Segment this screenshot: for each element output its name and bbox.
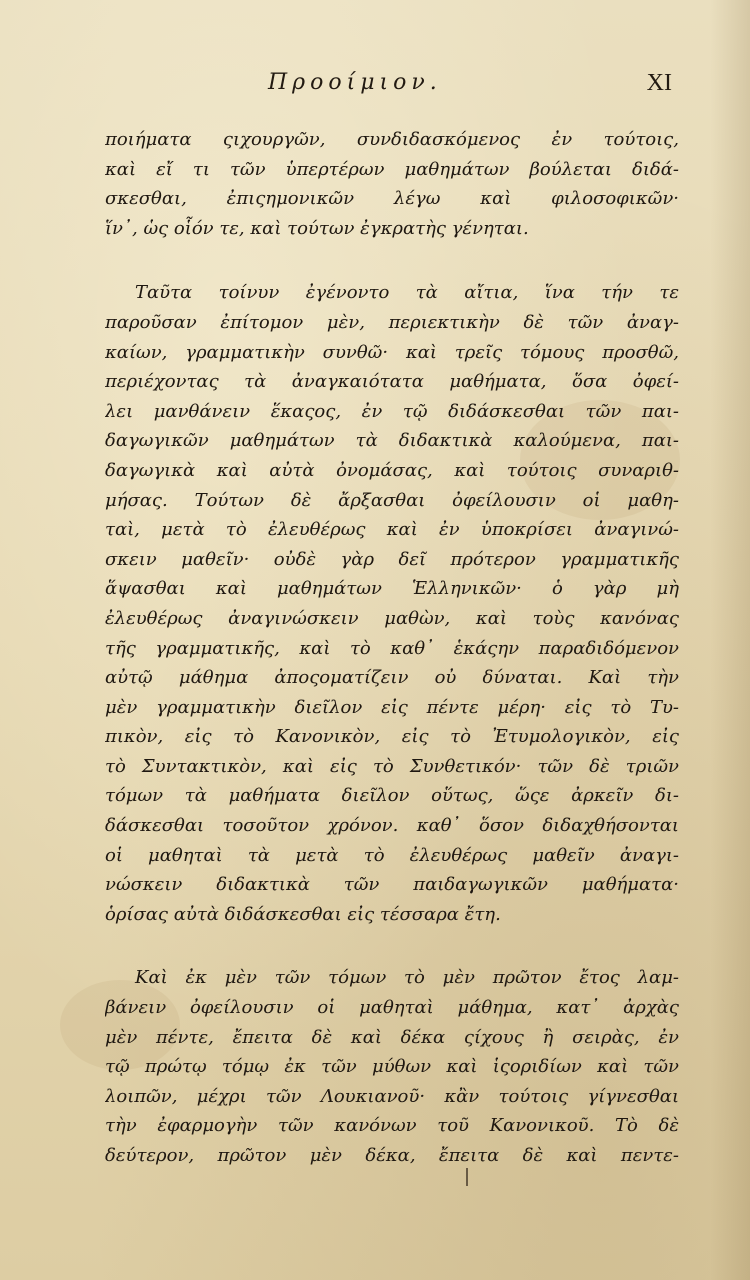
text-line: αὐτῷ μάθημα ἀποςοματίζειν οὐ δύναται. Καὶ τὴν	[105, 667, 679, 689]
text-line: λει μανθάνειν ἕκαςος, ἐν τῷ διδάσκεσθαι τῶν παι-	[105, 400, 679, 422]
text-line: δαγωγικὰ καὶ αὐτὰ ὀνομάσας, καὶ τούτοις συναριθ-	[105, 459, 679, 481]
text-line: οἱ μαθηταὶ τὰ μετὰ τὸ ἐλευθέρως μαθεῖν ἀναγι-	[105, 844, 679, 866]
text-line: σκεσθαι, ἐπιςημονικῶν λέγω καὶ φιλοσοφικῶν·	[105, 188, 679, 210]
text-line: νώσκειν διδακτικὰ τῶν παιδαγωγικῶν μαθήματα·	[105, 874, 679, 896]
text-line: δεύτερον, πρῶτον μὲν δέκα, ἔπειτα δὲ καὶ πεντε-	[105, 1145, 679, 1166]
text-line: ποιήματα ςιχουργῶν, συνδιδασκόμενος ἐν τούτοις,	[105, 129, 679, 150]
text-line: ἵν᾽, ὡς οἷόν τε, καὶ τούτων ἐγκρατὴς γένηται.	[105, 217, 529, 239]
text-line: τῷ πρώτῳ τόμῳ ἐκ τῶν μύθων καὶ ἱςοριδίων καὶ τῶν	[105, 1056, 679, 1078]
text-line: ἅψασθαι καὶ μαθημάτων Ἑλληνικῶν· ὁ γὰρ μὴ	[105, 578, 679, 600]
text-line: λοιπῶν, μέχρι τῶν Λουκιανοῦ· κἂν τούτοις γίγνεσθαι	[105, 1085, 679, 1107]
text-line: δαγωγικῶν μαθημάτων τὰ διδακτικὰ καλούμενα, παι-	[105, 430, 679, 452]
text-line: τῆς γραμματικῆς, καὶ τὸ καθ᾽ ἑκάςην παραδιδόμενον	[105, 637, 679, 659]
text-line: μήσας. Τούτων δὲ ἄρξασθαι ὀφείλουσιν οἱ μαθη-	[105, 489, 679, 511]
paragraph-2	[105, 278, 679, 929]
paragraph-1	[105, 125, 679, 243]
text-line: μὲν γραμματικὴν διεῖλον εἰς πέντε μέρη· εἰς τὸ Τυ-	[105, 696, 679, 718]
text-line: ἐλευθέρως ἀναγινώσκειν μαθὼν, καὶ τοὺς κανόνας	[105, 607, 679, 629]
text-line: ὁρίσας αὐτὰ διδάσκεσθαι εἰς τέσσαρα ἔτη.	[105, 903, 501, 925]
text-line: Ταῦτα τοίνυν ἐγένοντο τὰ αἴτια, ἵνα τήν τε	[135, 282, 679, 304]
page-edge-shadow	[710, 0, 750, 1280]
text-line: πικὸν, εἰς τὸ Κανονικὸν, εἰς τὸ Ἐτυμολογικὸν, εἰς	[105, 726, 679, 748]
text-line: σκειν μαθεῖν· οὐδὲ γὰρ δεῖ πρότερον γραμματικῆς	[105, 548, 679, 570]
printer-signature-mark	[466, 1168, 468, 1186]
text-line: βάνειν ὀφείλουσιν οἱ μαθηταὶ μάθημα, κατ᾽ ἀρχὰς	[105, 997, 679, 1019]
text-line: καίων, γραμματικὴν συνθῶ· καὶ τρεῖς τόμους προσθῶ,	[105, 341, 679, 363]
text-line: τόμων τὰ μαθήματα διεῖλον οὕτως, ὥςε ἀρκεῖν δι-	[105, 785, 679, 807]
body-text	[105, 125, 679, 1171]
text-line: περιέχοντας τὰ ἀναγκαιότατα μαθήματα, ὅσα ὀφεί-	[105, 371, 679, 393]
text-line: παροῦσαν ἐπίτομον μὲν, περιεκτικὴν δὲ τῶν ἀναγ-	[105, 311, 679, 333]
text-line: καὶ εἴ τι τῶν ὑπερτέρων μαθημάτων βούλεται διδά-	[105, 158, 679, 180]
paragraph-3	[105, 963, 679, 1170]
text-line: ταὶ, μετὰ τὸ ἐλευθέρως καὶ ἐν ὑποκρίσει ἀναγινώ-	[105, 519, 679, 541]
page-number: XI	[646, 70, 672, 96]
text-line: τὴν ἐφαρμογὴν τῶν κανόνων τοῦ Κανονικοῦ. Τὸ δὲ	[105, 1115, 679, 1137]
text-line: Καὶ ἐκ μὲν τῶν τόμων τὸ μὲν πρῶτον ἔτος λαμ-	[135, 967, 679, 989]
text-line: μὲν πέντε, ἔπειτα δὲ καὶ δέκα ςίχους ἢ σειρὰς, ἐν	[105, 1026, 679, 1048]
text-line: δάσκεσθαι τοσοῦτον χρόνον. καθ᾽ ὅσον διδαχθήσονται	[105, 815, 679, 837]
running-head: Προοίμιον.	[268, 70, 442, 95]
text-line: τὸ Συντακτικὸν, καὶ εἰς τὸ Συνθετικόν· τῶν δὲ τριῶν	[105, 755, 679, 777]
